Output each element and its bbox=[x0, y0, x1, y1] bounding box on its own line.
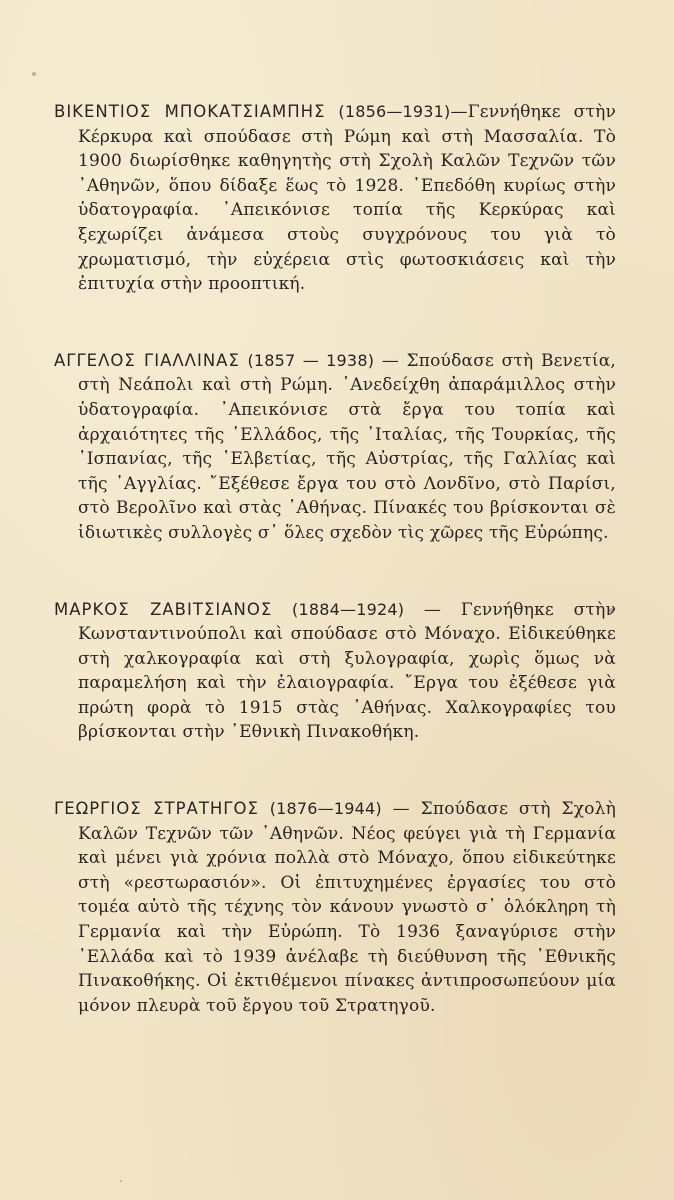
biography-entry-bokatsiampis bbox=[54, 100, 616, 297]
artist-biography: — Σπούδασε στὴ Βενετία, στὴ Νεάπολι καὶ στὴ Ρώμη. ᾿Ανεδείχθη ἀπαράμιλλος στὴν ὑδατογραφία. ᾿Απεικόνισε στὰ ἔργα του τοπία καὶ ἀρχαιότητες τῆς ῾Ελλάδος, τῆς ᾿Ιταλίας, τῆς Τουρκίας, τῆς ῾Ισπανίας, τῆς ῾Ελβετίας, τῆς Αὐστρίας, τῆς Γαλλίας καὶ τῆς ᾿Αγγλίας. ῎Εξέθεσε ἔργα του στὸ Λονδῖνο, στὸ Παρίσι, στὸ Βερολῖνο καὶ στὰς ᾿Αθήνας. Πίνακές του βρίσκονται σὲ ἰδιωτικὲς συλλογὲς σ᾿ ὅλες σχεδὸν τὶς χῶρες τῆς Εὐρώπης. bbox=[78, 350, 616, 543]
artist-name: ΒΙΚΕΝΤΙΟΣ ΜΠΟΚΑΤΣΙΑΜΠΗΣ bbox=[54, 102, 326, 121]
paper-speck bbox=[609, 608, 614, 613]
entry-paragraph bbox=[54, 797, 616, 1018]
artist-name: ΑΓΓΕΛΟΣ ΓΙΑΛΛΙΝΑΣ bbox=[54, 350, 240, 370]
artist-dates: (1856—1931) bbox=[338, 102, 451, 121]
paper-speck bbox=[120, 1180, 122, 1182]
artist-name: ΓΕΩΡΓΙΟΣ ΣΤΡΑΤΗΓΟΣ bbox=[54, 799, 259, 819]
entry-paragraph bbox=[54, 598, 616, 746]
artist-name: ΜΑΡΚΟΣ ΖΑΒΙΤΣΙΑΝΟΣ bbox=[54, 599, 273, 619]
paper-speck bbox=[32, 72, 36, 76]
biography-entry-stratigos bbox=[54, 797, 616, 1018]
artist-dates: (1884—1924) bbox=[292, 599, 405, 619]
artist-dates: (1876—1944) bbox=[269, 799, 382, 819]
artist-biography: —Γεννήθηκε στὴν Κέρκυρα καὶ σπούδασε στὴ Ρώμη καὶ στὴ Μασσαλία. Τὸ 1900 διωρίσθηκε καθηγητὴς στὴ Σχολὴ Καλῶν Τεχνῶν τῶν ᾿Αθηνῶν, ὅπου δίδαξε ἕως τὸ 1928. ᾿Επεδόθη κυρίως στὴν ὑδατογραφία. ᾿Απεικόνισε τοπία τῆς Κερκύρας καὶ ξεχωρίζει ἀνάμεσα στοὺς συγχρόνους του γιὰ τὸ χρωματισμό, τὴν εὐχέρεια στὶς φωτοσκιάσεις καὶ τὴν ἐπιτυχία στὴν προοπτική. bbox=[78, 102, 616, 295]
artist-dates: (1857 — 1938) bbox=[247, 350, 375, 370]
artist-biography: — Σπούδασε στὴ Σχολὴ Καλῶν Τεχνῶν τῶν ᾿Αθηνῶν. Νέος φεύγει γιὰ τὴ Γερμανία καὶ μένει γιὰ χρόνια πολλὰ στὸ Μόναχο, ὅπου εἰδικεύτηκε στὴ «ρεστωρασιόν». Οἱ ἐπιτυχημένες ἐργασίες του στὸ τομέα αὐτὸ τῆς τέχνης τὸν κάνουν γνωστὸ σ᾿ ὁλόκληρη τὴ Γερμανία καὶ τὴν Εὐρώπη. Τὸ 1936 ξαναγύρισε στὴν ῾Ελλάδα καὶ τὸ 1939 ἀνέλαβε τὴ διεύθυνση τῆς ᾿Εθνικῆς Πινακοθήκης. Οἱ ἐκτιθέμενοι πίνακες ἀντιπροσωπεύουν μία μόνον πλευρὰ τοῦ ἔργου τοῦ Στρατηγοῦ. bbox=[78, 799, 616, 1016]
entry-paragraph bbox=[54, 349, 616, 546]
biography-entry-zavitsianos bbox=[54, 598, 616, 746]
artist-biography: — Γεννήθηκε στὴν Κωνσταντινούπολι καὶ σπούδασε στὸ Μόναχο. Εἰδικεύθηκε στὴ χαλκογραφία καὶ στὴ ξυλογραφία, χωρὶς ὅμως νὰ παραμελήση καὶ τὴν ἐλαιογραφία. ῎Εργα του ἐξέθεσε γιὰ πρώτη φορὰ τὸ 1915 στὰς ᾿Αθήνας. Χαλκογραφίες του βρίσκονται στὴν ᾿Εθνικὴ Πινακοθήκη. bbox=[78, 599, 617, 743]
entry-paragraph bbox=[54, 100, 616, 297]
biography-entry-giallinas bbox=[54, 349, 616, 546]
